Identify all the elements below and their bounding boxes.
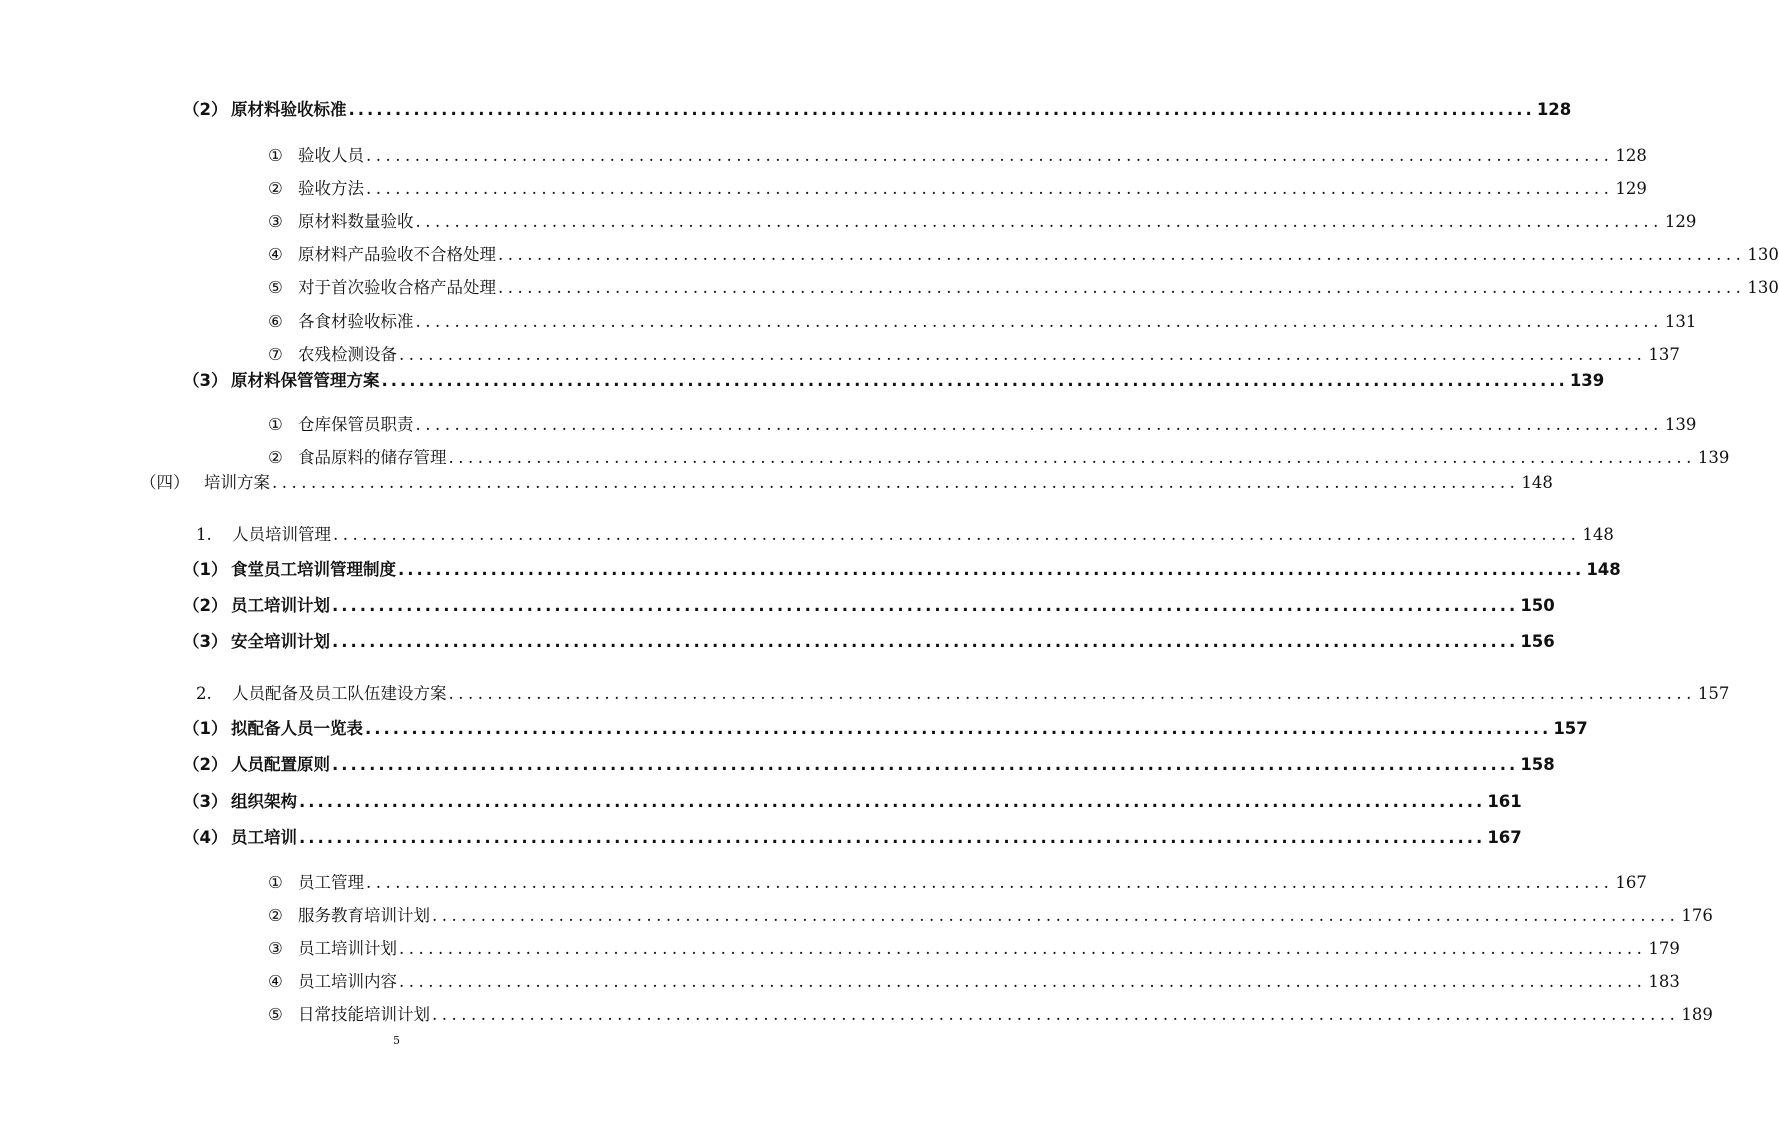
toc-entry-page: 150	[1520, 596, 1555, 615]
toc-entry[interactable]	[183, 715, 1588, 739]
toc-entry-title: 各食材验收标准	[298, 312, 414, 331]
toc-entry-title: 原材料数量验收	[298, 212, 414, 231]
toc-entry-page: 156	[1520, 632, 1555, 651]
toc-entry[interactable]	[268, 1001, 1713, 1025]
toc-entry-page: 148	[1586, 560, 1621, 579]
toc-entry-title: 日常技能培训计划	[298, 1005, 430, 1024]
toc-entry-title: 农残检测设备	[298, 345, 397, 364]
toc-entry[interactable]	[183, 556, 1621, 580]
toc-entry-page: 189	[1681, 1005, 1713, 1024]
toc-entry-title: 对于首次验收合格产品处理	[298, 278, 496, 297]
toc-entry-number: 2.	[196, 684, 212, 703]
leader-dots: ................................................................................................................................	[415, 312, 1663, 331]
toc-entry[interactable]	[268, 968, 1680, 992]
toc-entry-number: ④	[268, 972, 283, 991]
toc-entry-title: 人员配置原则	[231, 755, 330, 774]
leader-dots: ................................................................................................................................	[299, 828, 1486, 847]
toc-entry-number: （2）	[183, 596, 228, 615]
toc-entry[interactable]	[183, 824, 1522, 848]
toc-entry[interactable]	[183, 788, 1522, 812]
toc-entry[interactable]	[183, 96, 1572, 120]
toc-entry[interactable]	[196, 521, 1614, 545]
toc-entry-page: 129	[1615, 179, 1647, 198]
toc-entry-page: 167	[1487, 828, 1522, 847]
toc-entry-number: ⑥	[268, 312, 283, 331]
toc-entry[interactable]	[268, 444, 1730, 468]
toc-entry[interactable]	[183, 628, 1555, 652]
leader-dots: ................................................................................................................................	[332, 596, 1519, 615]
toc-entry-title: 食堂员工培训管理制度	[231, 560, 396, 579]
toc-entry-number: ⑤	[268, 1005, 283, 1024]
toc-entry[interactable]	[268, 341, 1680, 365]
toc-entry-title: 原材料保管管理方案	[231, 371, 380, 390]
toc-entry[interactable]	[268, 241, 1779, 265]
toc-entry-number: ②	[268, 448, 283, 467]
toc-entry-page: 161	[1487, 792, 1522, 811]
toc-entry-page: 148	[1521, 473, 1553, 492]
toc-entry-number: （3）	[183, 632, 228, 651]
toc-entry[interactable]	[268, 902, 1713, 926]
toc-entry-page: 167	[1615, 873, 1647, 892]
toc-entry-number: ⑦	[268, 345, 283, 364]
toc-entry-number: ③	[268, 939, 283, 958]
toc-entry-page: 131	[1664, 312, 1697, 331]
toc-entry-title: 员工培训计划	[231, 596, 330, 615]
leader-dots: ................................................................................................................................	[415, 212, 1663, 231]
toc-entry-number: （四）	[140, 473, 190, 492]
toc-entry-title: 原材料产品验收不合格处理	[298, 245, 496, 264]
toc-entry-number: ④	[268, 245, 283, 264]
toc-entry-title: 食品原料的储存管理	[298, 448, 447, 467]
toc-entry-number: ⑤	[268, 278, 283, 297]
toc-entry-title: 安全培训计划	[231, 632, 330, 651]
leader-dots: ................................................................................................................................	[432, 906, 1680, 925]
toc-entry[interactable]	[268, 208, 1697, 232]
leader-dots: ................................................................................................................................	[399, 972, 1647, 991]
toc-entry-page: 137	[1648, 345, 1680, 364]
toc-entry-title: 拟配备人员一览表	[231, 719, 363, 738]
toc-entry-page: 176	[1681, 906, 1713, 925]
page-number: 5	[393, 1034, 400, 1047]
toc-entry-title: 原材料验收标准	[231, 100, 347, 119]
leader-dots: ................................................................................................................................	[398, 560, 1585, 579]
toc-entry-title: 人员配备及员工队伍建设方案	[232, 684, 447, 703]
toc-entry-title: 员工培训	[231, 828, 297, 847]
toc-entry[interactable]	[268, 869, 1647, 893]
toc-entry-title: 员工培训内容	[298, 972, 397, 991]
leader-dots: ................................................................................................................................	[366, 873, 1614, 892]
toc-entry[interactable]	[268, 411, 1697, 435]
toc-entry[interactable]	[183, 751, 1555, 775]
toc-entry-number: 1.	[196, 525, 212, 544]
leader-dots: ................................................................................................................................	[366, 179, 1614, 198]
toc-entry-number: （2）	[183, 755, 228, 774]
toc-entry[interactable]	[268, 142, 1647, 166]
leader-dots: ................................................................................................................................	[498, 245, 1746, 264]
leader-dots: ................................................................................................................................	[399, 939, 1647, 958]
toc-entry-title: 人员培训管理	[232, 525, 331, 544]
toc-entry-title: 服务教育培训计划	[298, 906, 430, 925]
toc-entry-page: 139	[1569, 371, 1605, 390]
leader-dots: ................................................................................................................................	[448, 448, 1696, 467]
leader-dots: ................................................................................................................................	[348, 100, 1535, 119]
toc-entry-title: 组织架构	[231, 792, 297, 811]
toc-entry-title: 验收人员	[298, 146, 364, 165]
toc-entry-title: 仓库保管员职责	[298, 415, 414, 434]
leader-dots: ................................................................................................................................	[366, 146, 1614, 165]
toc-entry[interactable]	[268, 175, 1647, 199]
leader-dots: ................................................................................................................................	[415, 415, 1663, 434]
leader-dots: ................................................................................................................................	[448, 684, 1696, 703]
leader-dots: ................................................................................................................................	[332, 755, 1519, 774]
toc-entry[interactable]	[183, 367, 1605, 391]
toc-entry-number: （3）	[183, 792, 228, 811]
toc-entry-page: 183	[1648, 972, 1680, 991]
toc-entry-number: ①	[268, 873, 283, 892]
toc-entry-page: 157	[1553, 719, 1588, 738]
toc-entry-page: 148	[1582, 525, 1614, 544]
toc-entry-page: 158	[1520, 755, 1555, 774]
toc-entry-number: ③	[268, 212, 283, 231]
leader-dots: ................................................................................................................................	[272, 473, 1520, 492]
toc-entry[interactable]	[268, 308, 1697, 332]
toc-entry-title: 员工管理	[298, 873, 364, 892]
leader-dots: ................................................................................................................................	[299, 792, 1486, 811]
toc-entry-number: ①	[268, 415, 283, 434]
leader-dots: ................................................................................................................................	[333, 525, 1581, 544]
toc-entry-page: 129	[1664, 212, 1697, 231]
leader-dots: ................................................................................................................................	[381, 371, 1568, 390]
toc-entry[interactable]	[268, 935, 1680, 959]
toc-entry-page: 128	[1615, 146, 1647, 165]
toc-entry-number: ①	[268, 146, 283, 165]
toc-entry-title: 员工培训计划	[298, 939, 397, 958]
leader-dots: ................................................................................................................................	[498, 278, 1746, 297]
toc-entry-page: 139	[1664, 415, 1697, 434]
toc-entry-page: 157	[1697, 684, 1730, 703]
toc-entry-number: （3）	[183, 371, 228, 390]
toc-entry-number: （1）	[183, 719, 228, 738]
leader-dots: ................................................................................................................................	[332, 632, 1519, 651]
leader-dots: ................................................................................................................................	[432, 1005, 1680, 1024]
toc-entry-page: 179	[1648, 939, 1680, 958]
toc-entry[interactable]	[268, 274, 1779, 298]
toc-entry-number: （1）	[183, 560, 228, 579]
toc-entry-page: 130	[1747, 278, 1779, 297]
toc-entry[interactable]	[196, 680, 1730, 704]
toc-entry[interactable]	[183, 592, 1555, 616]
toc-entry-number: ②	[268, 179, 283, 198]
toc-entry-number: ②	[268, 906, 283, 925]
toc-entry-page: 130	[1747, 245, 1779, 264]
toc-entry-page: 128	[1536, 100, 1572, 119]
leader-dots: ................................................................................................................................	[365, 719, 1552, 738]
toc-entry-title: 培训方案	[204, 473, 270, 492]
toc-entry-title: 验收方法	[298, 179, 364, 198]
toc-entry[interactable]	[140, 469, 1553, 493]
toc-entry-number: （2）	[183, 100, 228, 119]
leader-dots: ................................................................................................................................	[399, 345, 1647, 364]
toc-entry-number: （4）	[183, 828, 228, 847]
toc-entry-page: 139	[1697, 448, 1730, 467]
